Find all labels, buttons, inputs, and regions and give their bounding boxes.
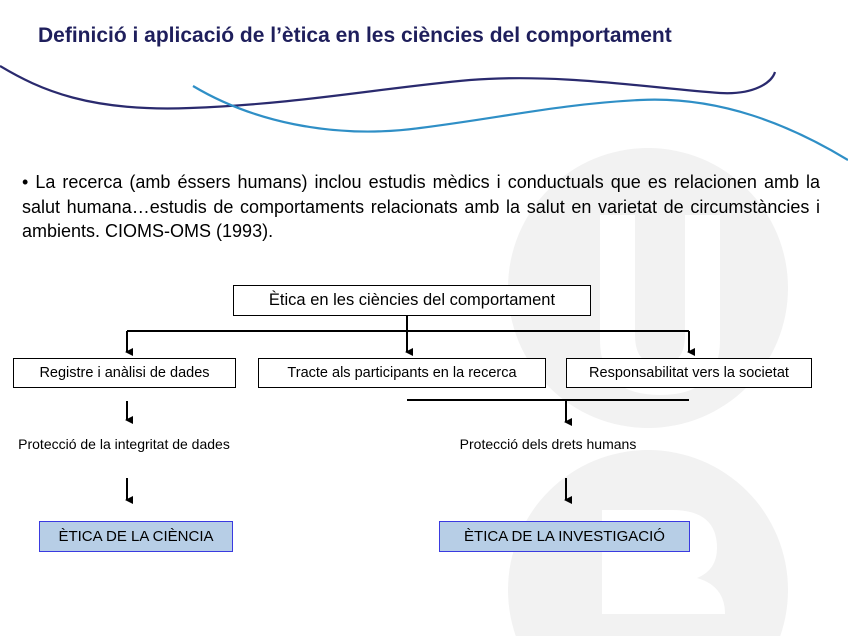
label-data-integrity: Protecció de la integritat de dades <box>18 436 230 452</box>
result-research-ethics: ÈTICA DE LA INVESTIGACIÓ <box>439 521 690 552</box>
label-human-rights: Protecció dels drets humans <box>459 436 637 452</box>
slide-title: Definició i aplicació de l’ètica en les ciències del comportament <box>38 24 672 47</box>
result-science-ethics: ÈTICA DE LA CIÈNCIA <box>39 521 233 552</box>
branch-node-data: Registre i anàlisi de dades <box>13 358 236 388</box>
branch-node-participants: Tracte als participants en la recerca <box>258 358 546 388</box>
intro-paragraph: • La recerca (amb éssers humans) inclou estudis mèdics i conductuals que es relacionen amb la salut humana…estudis de comportaments relacionats amb la salut en varietat de circumstàncies i ambients. CIOMS-OMS (1993). <box>22 172 820 241</box>
root-node: Ètica en les ciències del comportament <box>233 285 591 316</box>
branch-node-society: Responsabilitat vers la societat <box>566 358 812 388</box>
